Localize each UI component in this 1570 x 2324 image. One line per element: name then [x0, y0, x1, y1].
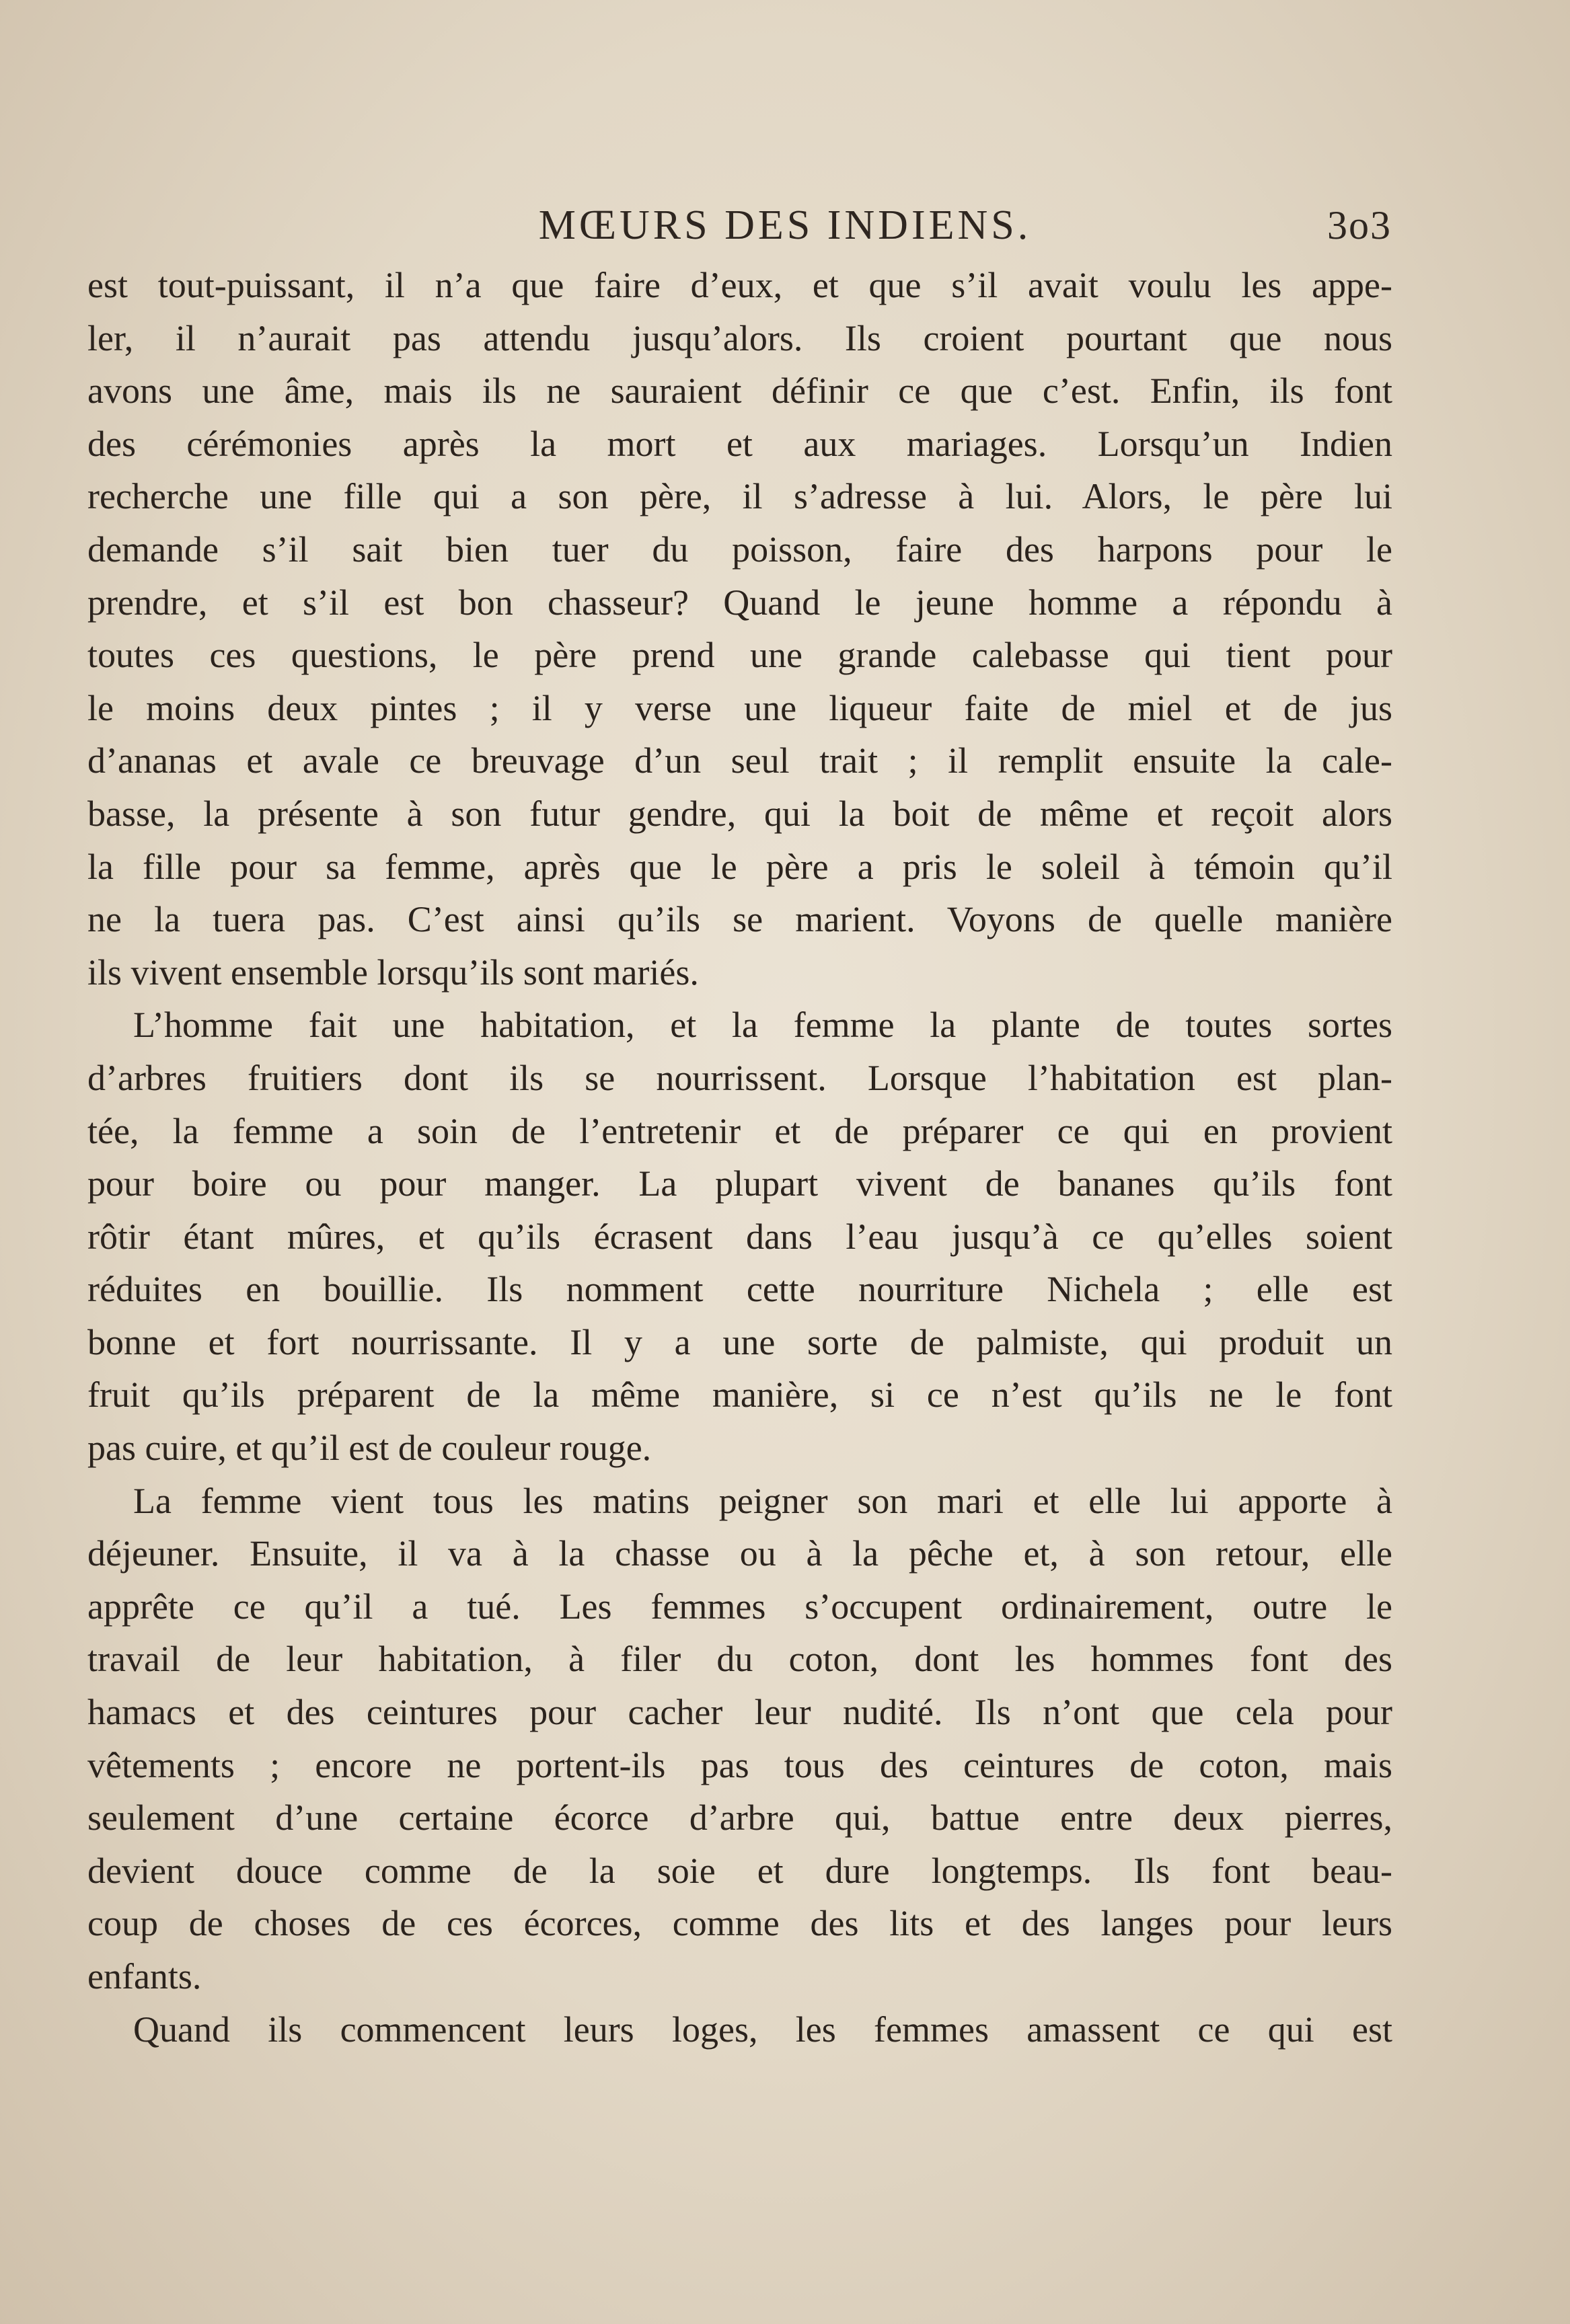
- text-line: enfants.: [87, 1956, 202, 1997]
- text-line: ne la tuera pas. C’est ainsi qu’ils se marient. Voyons de quelle manière: [87, 899, 1392, 940]
- text-line: tée, la femme a soin de l’entretenir et de préparer ce qui en provient: [87, 1110, 1392, 1151]
- text-line: coup de choses de ces écorces, comme des lits et des langes pour leurs: [87, 1903, 1392, 1944]
- text-line: L’homme fait une habitation, et la femme la plante de toutes sortes: [133, 1005, 1392, 1046]
- text-line: pas cuire, et qu’il est de couleur rouge.: [87, 1428, 652, 1469]
- text-line: la fille pour sa femme, après que le père a pris le soleil à témoin qu’il: [87, 846, 1392, 887]
- page-number: 3o3: [1327, 203, 1392, 247]
- text-line: avons une âme, mais ils ne sauraient définir ce que c’est. Enfin, ils font: [87, 371, 1392, 412]
- text-line: rôtir étant mûres, et qu’ils écrasent dans l’eau jusqu’à ce qu’elles soient: [87, 1216, 1392, 1257]
- text-line: prendre, et s’il est bon chasseur? Quand le jeune homme a répondu à: [87, 582, 1392, 623]
- body-text: [87, 259, 1392, 2056]
- text-line: est tout-puissant, il n’a que faire d’eux, et que s’il avait voulu les appe-: [87, 265, 1392, 305]
- text-line: La femme vient tous les matins peigner son mari et elle lui apporte à: [133, 1480, 1392, 1521]
- text-line: d’ananas et avale ce breuvage d’un seul trait ; il remplit ensuite la cale-: [87, 740, 1392, 781]
- text-line: ler, il n’aurait pas attendu jusqu’alors. Ils croient pourtant que nous: [87, 317, 1392, 358]
- running-head: [0, 198, 1570, 252]
- text-line: basse, la présente à son futur gendre, qui la boit de même et reçoit alors: [87, 793, 1392, 834]
- text-line: déjeuner. Ensuite, il va à la chasse ou à la pêche et, à son retour, elle: [87, 1533, 1392, 1574]
- text-line: bonne et fort nourrissante. Il y a une sorte de palmiste, qui produit un: [87, 1321, 1392, 1362]
- text-line: demande s’il sait bien tuer du poisson, faire des harpons pour le: [87, 529, 1392, 570]
- text-line: hamacs et des ceintures pour cacher leur nudité. Ils n’ont que cela pour: [87, 1692, 1392, 1733]
- text-line: pour boire ou pour manger. La plupart vivent de bananes qu’ils font: [87, 1163, 1392, 1204]
- text-line: d’arbres fruitiers dont ils se nourrissent. Lorsque l’habitation est plan-: [87, 1057, 1392, 1098]
- text-line: vêtements ; encore ne portent-ils pas tous des ceintures de coton, mais: [87, 1744, 1392, 1785]
- text-line: des cérémonies après la mort et aux mariages. Lorsqu’un Indien: [87, 423, 1392, 464]
- text-line: recherche une fille qui a son père, il s’adresse à lui. Alors, le père lui: [87, 476, 1392, 517]
- text-line: fruit qu’ils préparent de la même manière, si ce n’est qu’ils ne le font: [87, 1374, 1392, 1416]
- text-line: ils vivent ensemble lorsqu’ils sont mariés.: [87, 952, 699, 993]
- text-line: devient douce comme de la soie et dure longtemps. Ils font beau-: [87, 1850, 1392, 1891]
- text-line: toutes ces questions, le père prend une grande calebasse qui tient pour: [87, 635, 1392, 676]
- text-line: seulement d’une certaine écorce d’arbre qui, battue entre deux pierres,: [87, 1797, 1392, 1838]
- text-line: travail de leur habitation, à filer du coton, dont les hommes font des: [87, 1639, 1392, 1680]
- text-line: apprête ce qu’il a tué. Les femmes s’occupent ordinairement, outre le: [87, 1586, 1392, 1627]
- text-line: réduites en bouillie. Ils nomment cette nourriture Nichela ; elle est: [87, 1269, 1392, 1310]
- text-line: le moins deux pintes ; il y verse une liqueur faite de miel et de jus: [87, 687, 1392, 728]
- text-line: Quand ils commencent leurs loges, les femmes amassent ce qui est: [133, 2009, 1392, 2050]
- running-title: MŒURS DES INDIENS.: [538, 202, 1032, 248]
